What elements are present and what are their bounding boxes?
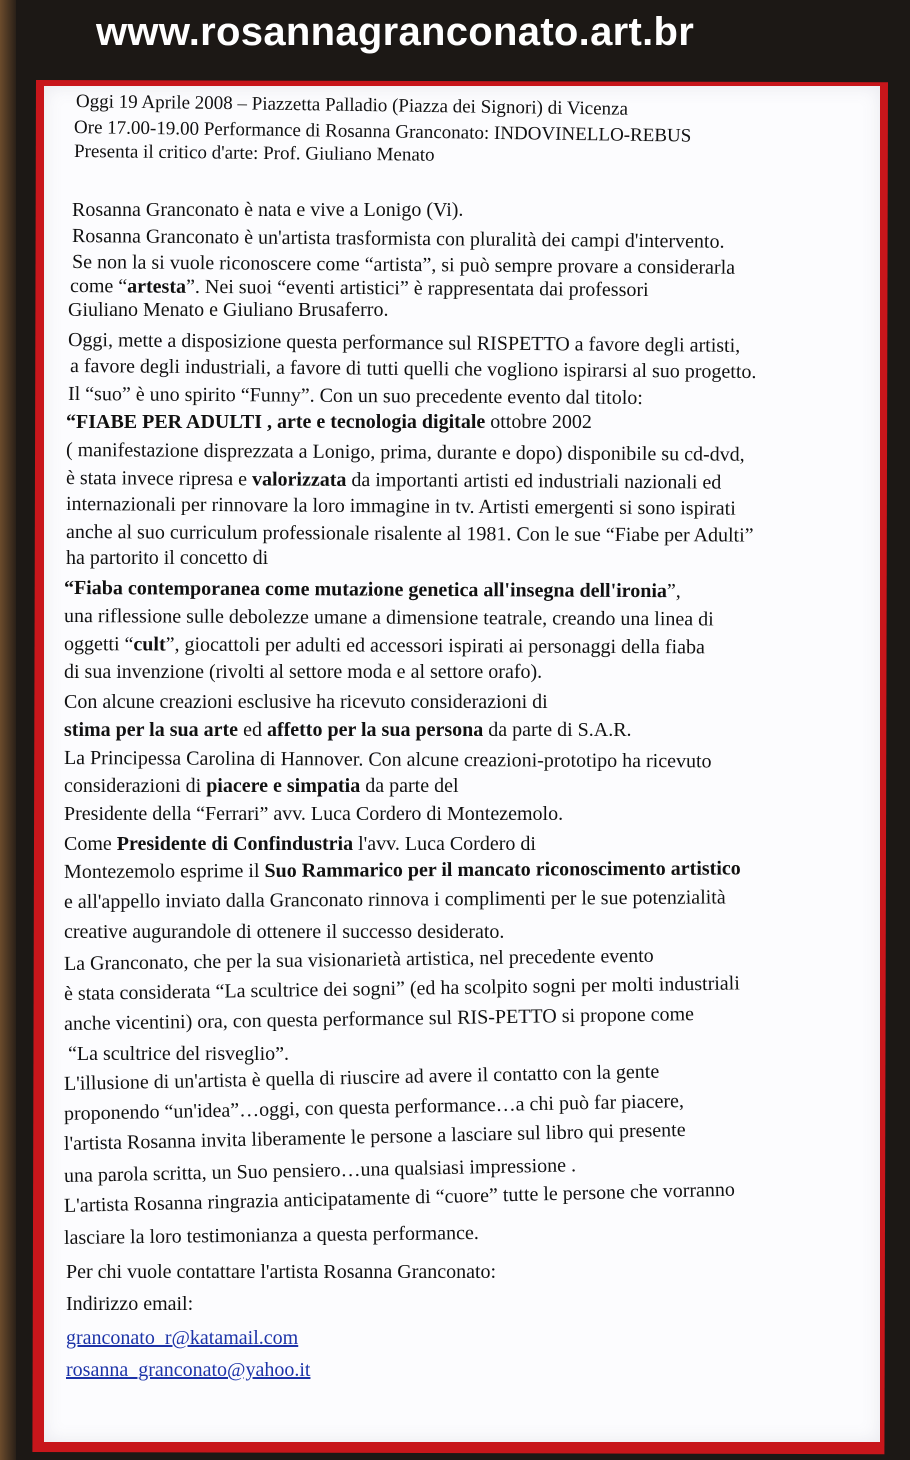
wooden-edge <box>0 0 16 1460</box>
email-link-yahoo[interactable]: rosanna_granconato@yahoo.it <box>66 1359 311 1381</box>
emphasis-rammarico: Suo Rammarico per il mancato riconoscimento artistico <box>264 857 741 882</box>
body-line: Rosanna Granconato è un'artista trasformista con pluralità dei campi d'intervento. <box>71 225 725 253</box>
emphasis-cult: cult <box>133 633 166 656</box>
body-line: proponendo “un'idea”…oggi, con questa performance…a chi può far piacere, <box>63 1090 685 1125</box>
body-line: considerazioni di piacere e simpatia da parte del <box>64 775 459 797</box>
body-line: una riflessione sulle debolezze umane a dimensione teatrale, creando una linea di <box>63 605 714 631</box>
header-line-performance: Ore 17.00-19.00 Performance di Rosanna Granconato: INDOVINELLO-REBUS <box>73 117 692 147</box>
body-line: L'artista Rosanna ringrazia anticipatamente di “cuore” tutte le persone che vorranno <box>63 1178 736 1217</box>
body-line: lasciare la loro testimonianza a questa performance. <box>63 1221 479 1249</box>
header-line-critic: Presenta il critico d'arte: Prof. Giuliano Menato <box>73 141 435 166</box>
site-url-banner: www.rosannagranconato.art.br <box>96 10 695 54</box>
email-link-katamail[interactable]: granconato_r@katamail.com <box>66 1327 299 1349</box>
body-line: Indirizzo email: <box>66 1293 194 1315</box>
body-line: Giuliano Menato e Giuliano Brusaferro. <box>68 299 389 321</box>
emphasis-stima: stima per la sua arte <box>64 719 239 741</box>
body-line: Montezemolo esprime il Suo Rammarico per il mancato riconoscimento artistico <box>63 857 741 883</box>
body-line: internazionali per rinnovare la loro immagine in tv. Artisti emergenti si sono ispirati <box>65 493 736 520</box>
body-line: Rosanna Granconato è nata e vive a Lonigo (Vi). <box>72 199 464 221</box>
body-line: “FIABE PER ADULTI , arte e tecnologia digitale ottobre 2002 <box>66 411 592 433</box>
emphasis-affetto: affetto per la sua persona <box>266 719 484 741</box>
body-line: creative augurandole di ottenere il successo desiderato. <box>64 921 505 943</box>
header-line-date-place: Oggi 19 Aprile 2008 – Piazzetta Palladio (Piazza dei Signori) di Vicenza <box>75 91 629 120</box>
body-line: ( manifestazione disprezzata a Lonigo, prima, durante e dopo) disponibile su cd-dvd, <box>65 439 745 466</box>
body-line: Presidente della “Ferrari” avv. Luca Cordero di Montezemolo. <box>64 803 564 825</box>
body-line: l'artista Rosanna invita liberamente le persone a lasciare sul libro qui presente <box>63 1118 686 1155</box>
body-line: e all'appello inviato dalla Granconato rinnova i complimenti per le sue potenzialità <box>63 886 726 913</box>
body-line: Come Presidente di Confindustria l'avv. Luca Cordero di <box>64 833 536 855</box>
emphasis-fiabe-title: “FIABE PER ADULTI , arte e tecnologia digitale <box>66 411 486 433</box>
body-line: ha partorito il concetto di <box>66 547 269 569</box>
body-line: Il “suo” è uno spirito “Funny”. Con un suo precedente evento dal titolo: <box>67 383 643 410</box>
body-line: L'illusione di un'artista è quella di riuscire ad avere il contatto con la gente <box>63 1060 660 1095</box>
body-line: oggetti “cult”, giocattoli per adulti ed accessori ispirati ai personaggi della fiaba <box>63 633 705 659</box>
body-line: Per chi vuole contattare l'artista Rosanna Granconato: <box>66 1261 497 1283</box>
emphasis-confindustria: Presidente di Confindustria <box>116 833 354 855</box>
body-line: a favore degli industriali, a favore di tutti quelli che vogliono ispirarsi al suo progetto. <box>69 355 757 383</box>
emphasis-fiaba-contemporanea: “Fiaba contemporanea come mutazione genetica all'insegna dell'ironia <box>63 577 667 603</box>
body-line: stima per la sua arte ed affetto per la sua persona da parte di S.A.R. <box>64 719 632 741</box>
body-line: Se non la si vuole riconoscere come “artista”, si può sempre provare a considerarla <box>71 251 736 279</box>
body-line: è stata considerata “La scultrice dei sogni” (ed ha scolpito sogni per molti industriali <box>63 972 741 1005</box>
body-line: come “artesta”. Nei suoi “eventi artistici” è rappresentata dai professori <box>69 275 649 302</box>
body-line: Con alcune creazioni esclusive ha ricevuto considerazioni di <box>64 691 548 713</box>
body-line: “Fiaba contemporanea come mutazione genetica all'insegna dell'ironia”, <box>63 577 681 603</box>
body-line: anche vicentini) ora, con questa performance sul RIS-PETTO si propone come <box>63 1003 695 1035</box>
emphasis-piacere: piacere e simpatia <box>206 775 361 797</box>
body-line: è stata invece ripresa e valorizzata da importanti artisti ed industriali nazionali ed <box>65 467 722 494</box>
body-line: Oggi, mette a disposizione questa performance sul RISPETTO a favore degli artisti, <box>67 329 741 357</box>
poster-sheet <box>44 86 880 1442</box>
body-line: “La scultrice del risveglio”. <box>68 1043 290 1065</box>
body-line: La Granconato, che per la sua visionarietà artistica, nel precedente evento <box>63 944 654 975</box>
body-line: una parola scritta, un Suo pensiero…una qualsiasi impressione . <box>63 1154 577 1187</box>
body-line: di sua invenzione (rivolti al settore moda e al settore orafo). <box>64 661 543 683</box>
emphasis-artesta: artesta <box>127 275 187 298</box>
body-line: La Principessa Carolina di Hannover. Con alcune creazioni-prototipo ha ricevuto <box>63 747 712 773</box>
emphasis-valorizzata: valorizzata <box>251 468 347 491</box>
body-line: anche al suo curriculum professionale risalente al 1981. Con le sue “Fiabe per Adulti” <box>65 521 754 547</box>
